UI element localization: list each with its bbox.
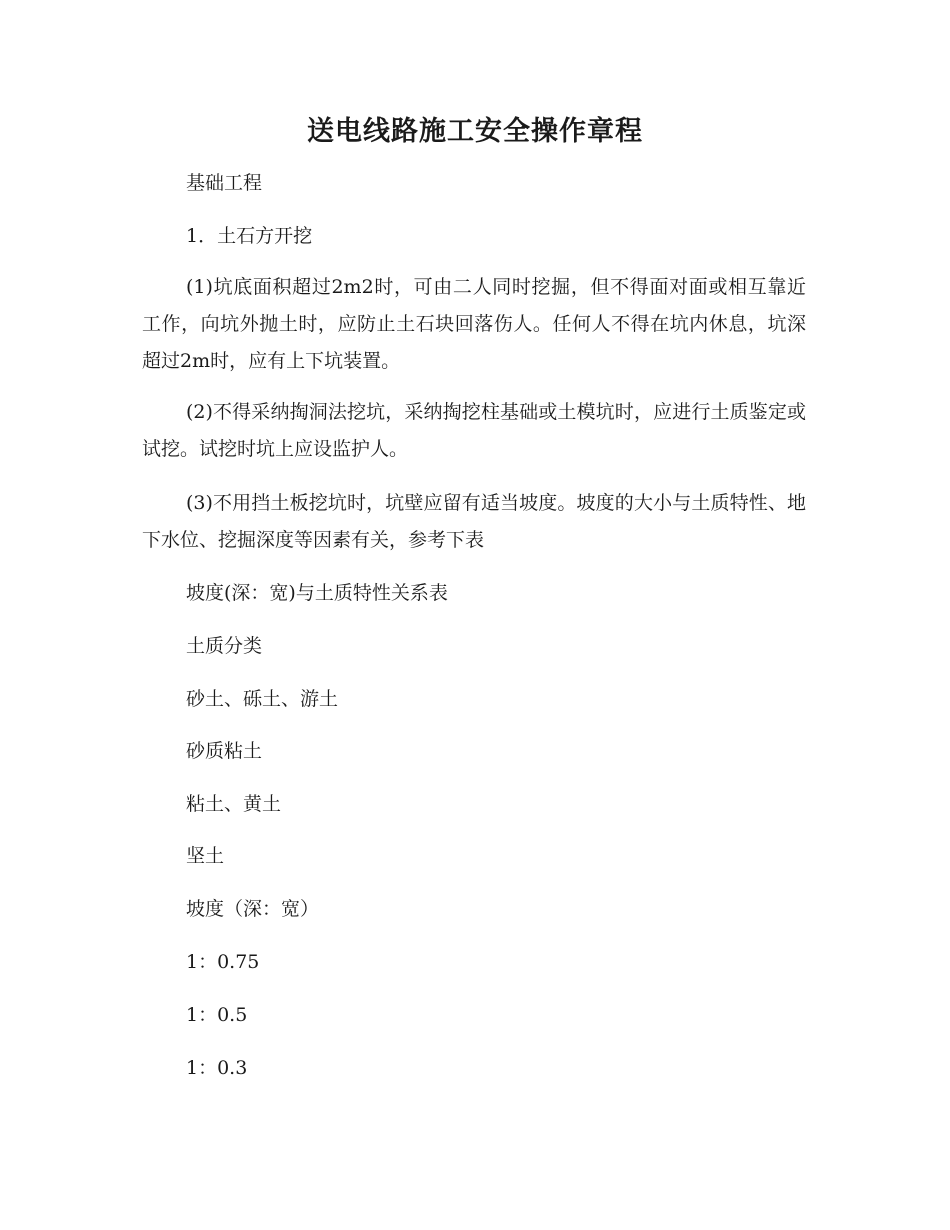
paragraph-2: (2)不得采纳掏洞法挖坑，采纳掏挖柱基础或土模坑时，应进行土质鉴定或试挖。试挖时坑上应设监护人。 xyxy=(142,401,806,460)
table-cell-slope: 1：0.3 xyxy=(186,1057,248,1079)
table-caption: 坡度(深：宽)与土质特性关系表 xyxy=(186,582,448,604)
document-title: 送电线路施工安全操作章程 xyxy=(307,116,643,147)
section-heading: 基础工程 xyxy=(186,172,263,194)
table-cell-soil-type: 砂土、砾土、游土 xyxy=(186,688,339,710)
item-heading-earthwork: 1．土石方开挖 xyxy=(186,225,313,247)
paragraph-3: (3)不用挡土板挖坑时，坑壁应留有适当坡度。坡度的大小与土质特性、地下水位、挖掘深度等因素有关，参考下表 xyxy=(142,492,806,551)
table-cell-soil-type: 坚土 xyxy=(186,845,225,867)
table-cell-soil-type: 砂质粘土 xyxy=(186,740,263,762)
paragraph-1: (1)坑底面积超过2m2时，可由二人同时挖掘，但不得面对面或相互靠近工作，向坑外抛土时，应防止土石块回落伤人。任何人不得在坑内休息，坑深超过2m时，应有上下坑装置。 xyxy=(142,276,806,372)
table-header-soil-type: 土质分类 xyxy=(186,635,263,657)
table-cell-soil-type: 粘土、黄土 xyxy=(186,793,282,815)
table-cell-slope: 1：0.5 xyxy=(186,1004,248,1026)
table-cell-slope: 1：0.75 xyxy=(186,951,260,973)
table-header-slope: 坡度（深：宽） xyxy=(186,898,320,920)
